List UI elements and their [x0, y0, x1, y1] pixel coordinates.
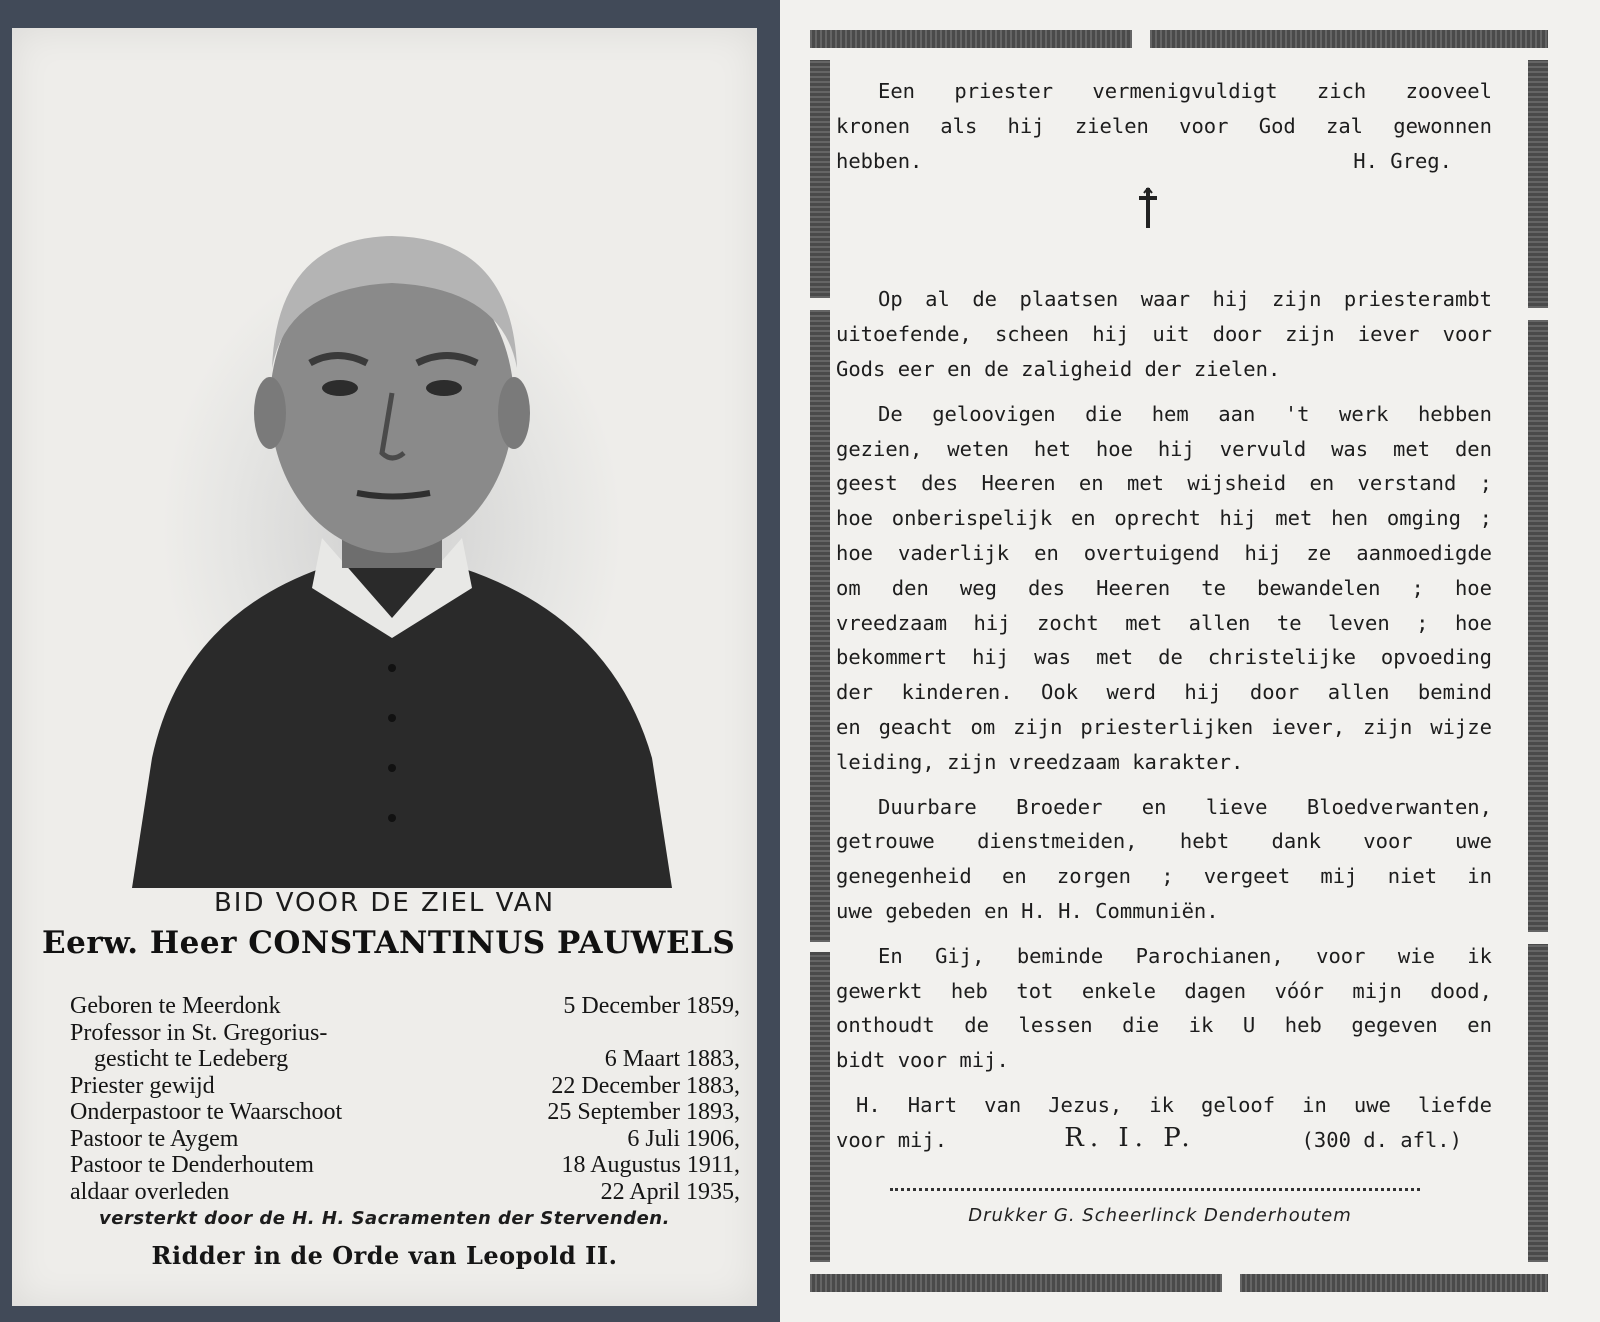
text-line: uitoefende, scheen hij uit door zijn iever voor — [836, 322, 1492, 347]
event-date: 6 Juli 1906, — [627, 1125, 740, 1152]
life-event-row — [70, 1152, 740, 1179]
text-line: getrouwe dienstmeiden, hebt dank voor uwe — [836, 829, 1492, 854]
paragraph — [836, 939, 1492, 1078]
front-card — [0, 0, 795, 1322]
life-events — [70, 993, 740, 1205]
event-label: Professor in St. Gregorius- — [70, 1019, 328, 1046]
paragraph — [836, 397, 1492, 780]
border-bar — [1240, 1274, 1548, 1292]
event-label: aldaar overleden — [70, 1178, 230, 1205]
sacrament-line: versterkt door de H. H. Sacramenten der Stervenden. — [99, 1208, 670, 1229]
event-date: 5 December 1859, — [563, 993, 740, 1019]
event-date: 6 Maart 1883, — [604, 1046, 740, 1072]
event-label: Onderpastoor te Waarschoot — [70, 1099, 343, 1125]
text-line: gezien, weten het hoe hij vervuld was met den — [836, 436, 1492, 461]
memorial-text — [836, 74, 1492, 1158]
border-bar — [1150, 30, 1548, 48]
prayer-line: H. Hart van Jezus, ik geloof in uwe liefde — [856, 1092, 1492, 1117]
portrait-photo — [92, 198, 692, 888]
quote-line: Een priester vermenigvuldigt zich zooveel — [878, 79, 1492, 103]
printer-credit: Drukker G. Scheerlinck Denderhoutem — [968, 1205, 1352, 1226]
text-line: onthoudt de lessen die ik U heb gegeven en — [836, 1013, 1492, 1038]
text-line: hoe vaderlijk en overtuigend hij ze aanmoedigde — [836, 540, 1492, 565]
life-event-row — [70, 1020, 740, 1047]
text-line: en geacht om zijn priesterlijken iever, zijn wijze — [836, 714, 1492, 739]
life-event-row — [70, 993, 740, 1020]
prayer-last-words: voor mij. — [836, 1127, 948, 1152]
paragraph — [836, 790, 1492, 929]
text-line: Gods eer en de zaligheid der zielen. — [836, 356, 1281, 381]
deceased-name — [42, 925, 736, 961]
front-paper — [12, 28, 757, 1306]
text-line: Duurbare Broeder en lieve Bloedverwanten, — [878, 794, 1492, 819]
text-line: vreedzaam hij zocht met allen te leven ; hoe — [836, 610, 1492, 635]
prayer-heading: BID VOOR DE ZIEL VAN — [213, 888, 556, 918]
border-bar — [810, 30, 1132, 48]
text-line: uwe gebeden en H. H. Communiën. — [836, 898, 1219, 923]
quote-line: kronen als hij zielen voor God zal gewonnen — [836, 113, 1492, 138]
border-bar — [810, 310, 830, 942]
event-label: Geboren te Meerdonk — [70, 993, 281, 1019]
text-line: Op al de plaatsen waar hij zijn priesterambt — [878, 287, 1492, 312]
event-label: gesticht te Ledeberg — [94, 1046, 289, 1072]
text-line: der kinderen. Ook werd hij door allen bemind — [836, 680, 1492, 705]
text-line: En Gij, beminde Parochianen, voor wie ik — [878, 943, 1492, 968]
border-bar — [1528, 320, 1548, 932]
text-line: bidt voor mij. — [836, 1048, 1009, 1073]
border-bar — [810, 1274, 1222, 1292]
full-name: CONSTANTINUS PAUWELS — [248, 925, 736, 961]
quote-last-line — [836, 144, 1492, 179]
event-date: 18 Augustus 1911, — [561, 1152, 740, 1178]
text-line: gewerkt heb tot enkele dagen vóór mijn dood, — [836, 978, 1492, 1003]
rip-inscription: R. I. P. — [1064, 1123, 1196, 1153]
quote-last-word: hebben. — [836, 148, 923, 173]
paragraph — [836, 282, 1492, 386]
back-card — [780, 0, 1600, 1322]
border-bar — [810, 60, 830, 298]
honor-line: Ridder in de Orde van Leopold II. — [151, 1241, 618, 1270]
quote-attribution: H. Greg. — [1353, 148, 1452, 173]
text-line: De geloovigen die hem aan 't werk hebben — [878, 401, 1492, 426]
event-date: 25 September 1893, — [547, 1099, 740, 1125]
honorific: Eerw. Heer — [42, 925, 237, 961]
cross-icon — [1136, 186, 1160, 230]
text-line: geest des Heeren en met wijsheid en verstand ; — [836, 471, 1492, 496]
life-event-row — [70, 1179, 740, 1206]
life-event-row — [70, 1046, 740, 1073]
event-label: Pastoor te Aygem — [70, 1125, 239, 1152]
text-line: genegenheid en zorgen ; vergeet mij niet in — [836, 864, 1492, 889]
indulgence-note: (300 d. afl.) — [1301, 1127, 1462, 1152]
event-date: 22 December 1883, — [551, 1072, 740, 1099]
life-event-row — [70, 1099, 740, 1126]
text-line: bekommert hij was met de christelijke opvoeding — [836, 645, 1492, 670]
dotted-divider — [890, 1188, 1420, 1191]
border-bar — [1528, 60, 1548, 308]
event-date: 22 April 1935, — [600, 1178, 740, 1205]
event-label: Priester gewijd — [70, 1072, 215, 1099]
event-label: Pastoor te Denderhoutem — [70, 1152, 314, 1178]
text-line: hoe onberispelijk en oprecht hij met hen omging ; — [836, 506, 1492, 531]
quote-block — [836, 74, 1492, 178]
text-line: leiding, zijn vreedzaam karakter. — [836, 749, 1244, 774]
portrait-illustration — [92, 198, 692, 888]
life-event-row — [70, 1126, 740, 1153]
life-event-row — [70, 1073, 740, 1100]
text-line: om den weg des Heeren te bewandelen ; hoe — [836, 575, 1492, 600]
